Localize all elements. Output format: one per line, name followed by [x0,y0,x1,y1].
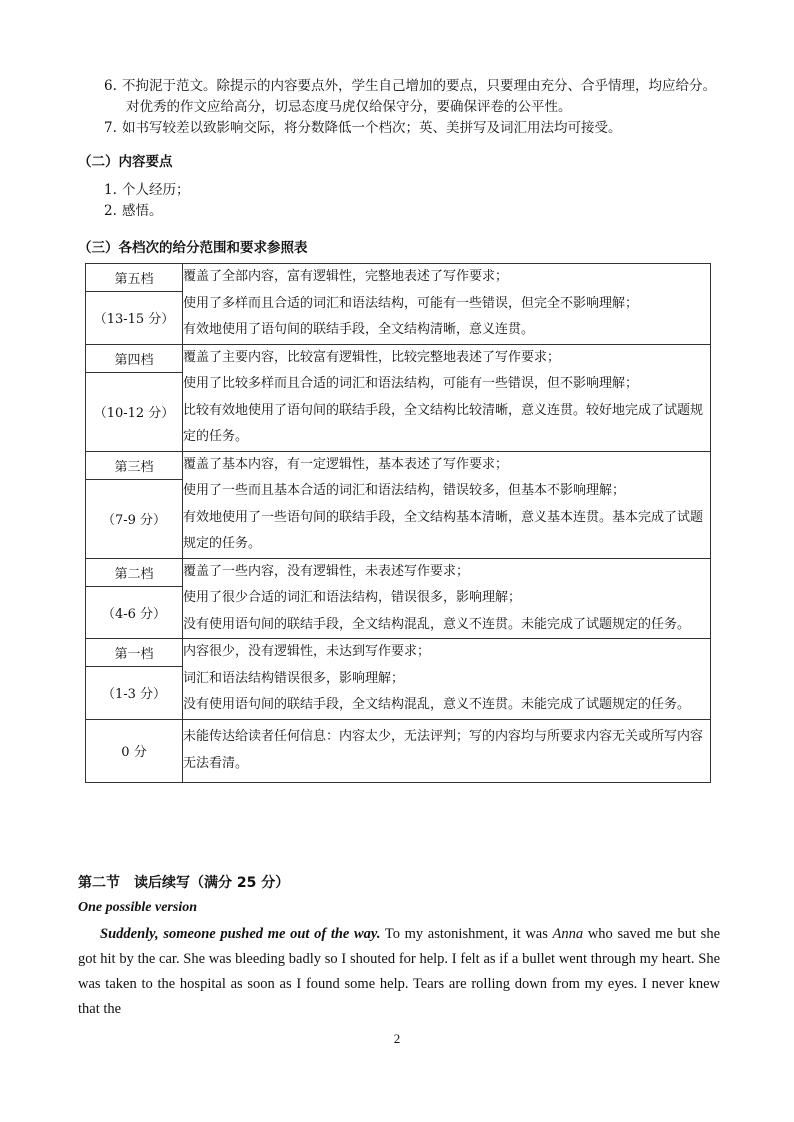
essay-name: Anna [552,926,584,942]
table-row [86,451,711,479]
rule-7 [104,118,724,139]
table-row [86,639,711,667]
level-name: 第五档 [86,264,183,292]
content-point: 2. 感悟。 [104,203,163,219]
level-description: 覆盖了一些内容，没有逻辑性，未表述写作要求； 使用了很少合适的词汇和语法结构，错误很多，影响理解； 没有使用语句间的联结手段，全文结构混乱，意义不连贯。未能完成了试题规定的任务。 [183,558,711,639]
level-description: 未能传达给读者任何信息：内容太少，无法评判；写的内容均与所要求内容无关或所写内容无法看清。 [183,719,711,782]
table-row [86,719,711,782]
essay-text: To my astonishment, it was [380,926,553,942]
section-title: 第二节 读后续写（满分 25 分） [78,875,290,891]
level-name: 0 分 [86,719,183,782]
grading-table [85,263,711,783]
table-row [86,558,711,586]
level-name: 第二档 [86,558,183,586]
rule-6 [104,76,724,97]
essay-text: who saved me but she got hit by the car. She was bleeding badly so I shouted for help. I felt as if a bullet went through my heart. She was taken to the hospital as soon as I found some help. Tears are rolling down from my eyes. I never knew that the [78,926,721,1017]
page-number: 2 [393,1031,401,1046]
level-name: 第一档 [86,639,183,667]
level-range: （13-15 分） [86,292,183,345]
level-description: 覆盖了基本内容，有一定逻辑性，基本表述了写作要求； 使用了一些而且基本合适的词汇和语法结构，错误较多，但基本不影响理解； 有效地使用了一些语句间的联结手段，全文结构基本清晰，意义基本连贯。基本完成了试题规定的任务。 [183,451,711,558]
rule-text: 如书写较差以致影响交际，将分数降低一个档次；英、美拼写及词汇用法均可接受。 [122,120,622,136]
version-label: One possible version [78,900,197,915]
level-range: （1-3 分） [86,667,183,720]
level-range: （10-12 分） [86,372,183,451]
essay-lead-sentence: Suddenly, someone pushed me out of the way. [100,926,381,942]
rule-number: 7. [104,120,117,136]
level-description: 内容很少，没有逻辑性，未达到写作要求； 词汇和语法结构错误很多，影响理解； 没有使用语句间的联结手段，全文结构混乱，意义不连贯。未能完成了试题规定的任务。 [183,639,711,720]
level-name: 第三档 [86,451,183,479]
level-range: （4-6 分） [86,586,183,639]
rule-number: 6. [104,78,117,94]
level-range: （7-9 分） [86,479,183,558]
rule-text: 不拘泥于范文。除提示的内容要点外，学生自己增加的要点，只要理由充分、合乎情理，均应给分。 [122,78,716,94]
level-description: 覆盖了主要内容，比较富有逻辑性，比较完整地表述了写作要求； 使用了比较多样而且合适的词汇和语法结构，可能有一些错误，但不影响理解； 比较有效地使用了语句间的联结手段，全文结构比较清晰，意义连贯。较好地完成了试题规定的任务。 [183,344,711,451]
sample-essay [78,922,720,1022]
table-row [86,264,711,292]
level-description: 覆盖了全部内容，富有逻辑性，完整地表述了写作要求； 使用了多样而且合适的词汇和语法结构，可能有一些错误，但完全不影响理解； 有效地使用了语句间的联结手段，全文结构清晰，意义连贯。 [183,264,711,345]
content-point: 1. 个人经历； [104,182,190,198]
table-heading: （三）各档次的给分范围和要求参照表 [78,240,308,256]
rule-6-continuation: 对优秀的作文应给高分，切忌态度马虎仅给保守分，要确保评卷的公平性。 [126,99,572,115]
content-points-heading: （二）内容要点 [78,154,173,170]
table-row [86,344,711,372]
level-name: 第四档 [86,344,183,372]
